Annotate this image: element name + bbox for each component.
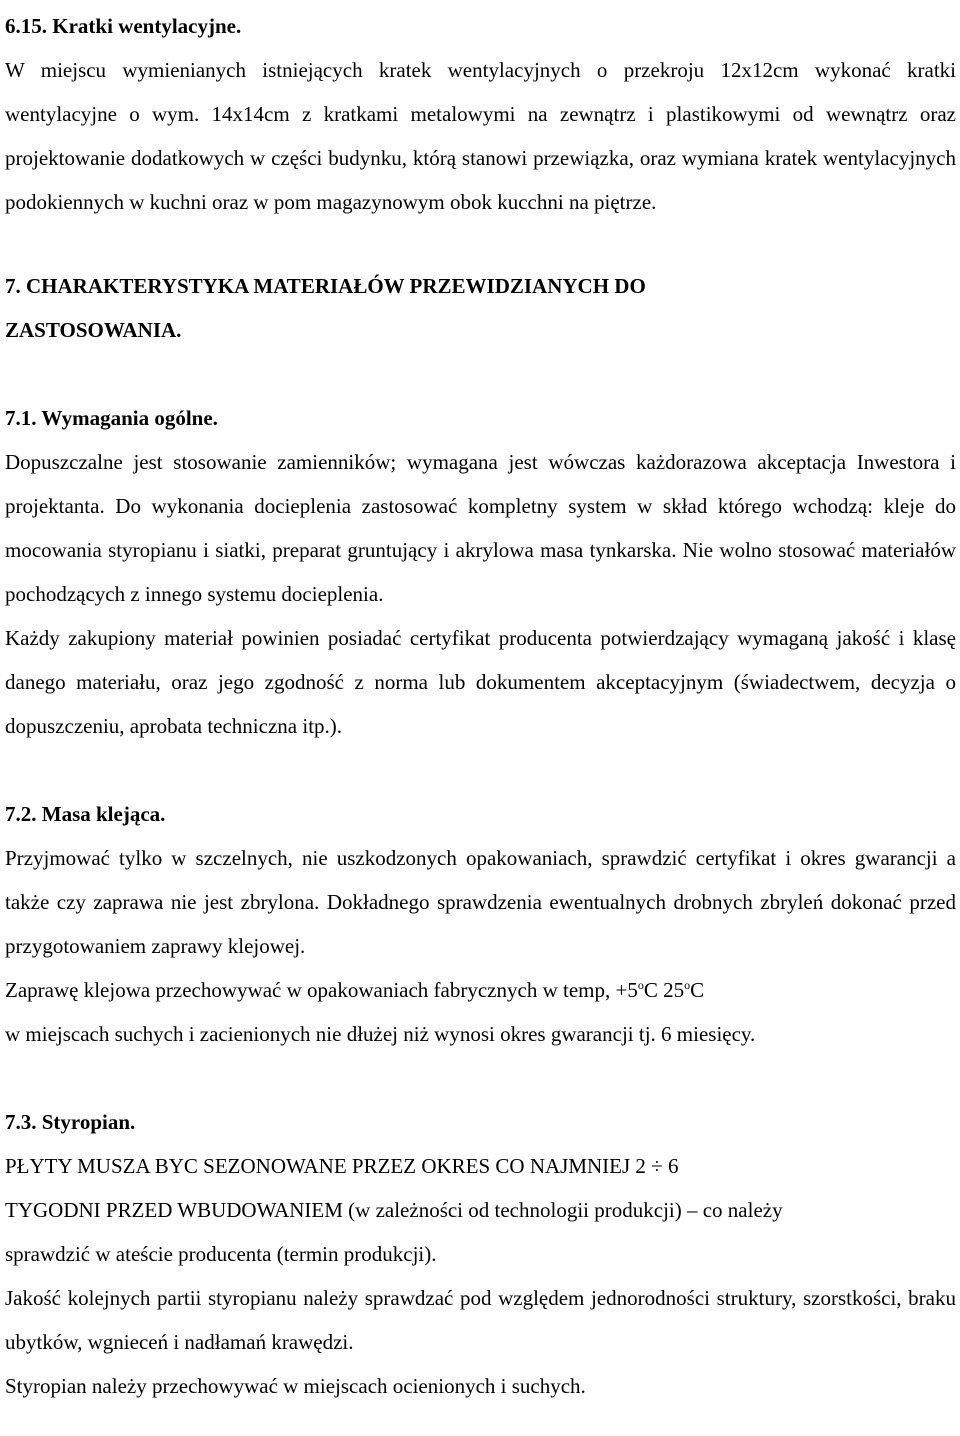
section-7-3-line-1: PŁYTY MUSZA BYC SEZONOWANE PRZEZ OKRES CO NAJMNIEJ 2 ÷ 6 (5, 1154, 679, 1178)
section-6-15-paragraph: W miejscu wymienianych istniejących kratek wentylacyjnych o przekroju 12x12cm wykonać kratki wentylacyjne o wym. 14x14cm z kratkami metalowymi na zewnątrz i plastikowymi od wewnątrz oraz projektowanie dodatkowych w części budynku, którą stanowi przewiązka, oraz wymiana kratek wentylacyjnych podokiennych w kuchni oraz w pom magazynowym obok kucchni na piętrze. (5, 58, 956, 214)
section-7-3-paragraph-3: Styropian należy przechowywać w miejscach ocienionych i suchych. (5, 1374, 586, 1398)
section-7-3-line-3: sprawdzić w ateście producenta (termin produkcji). (5, 1242, 437, 1266)
section-7-heading-line2: ZASTOSOWANIA. (5, 318, 182, 342)
section-7-2-heading: 7.2. Masa klejąca. (5, 802, 166, 826)
section-7-heading-line1: 7. CHARAKTERYSTYKA MATERIAŁÓW PRZEWIDZIANYCH DO (5, 274, 646, 298)
section-7-heading (5, 264, 956, 352)
section-7-3-paragraph-2: Jakość kolejnych partii styropianu należy sprawdzać pod względem jednorodności struktury, szorstkości, braku ubytków, wgnieceń i nadłamań krawędzi. (5, 1286, 956, 1354)
section-7-1-paragraph-1: Dopuszczalne jest stosowanie zamienników; wymagana jest wówczas każdorazowa akceptacja Inwestora i projektanta. Do wykonania docieplenia zastosować kompletny system w skład którego wchodzą: kleje do mocowania styropianu i siatki, preparat gruntujący i akrylowa masa tynkarska. Nie wolno stosować materiałów pochodzących z innego systemu docieplenia. (5, 450, 956, 606)
section-7-2-paragraph-2 (5, 968, 956, 1012)
section-7-3-heading: 7.3. Styropian. (5, 1110, 136, 1134)
section-7-2-paragraph-1: Przyjmować tylko w szczelnych, nie uszkodzonych opakowaniach, sprawdzić certyfikat i okres gwarancji a także czy zaprawa nie jest zbrylona. Dokładnego sprawdzenia ewentualnych drobnych zbryleń dokonać przed przygotowaniem zaprawy klejowej. (5, 846, 956, 958)
section-7-2-paragraph-3: w miejscach suchych i zacienionych nie dłużej niż wynosi okres gwarancji tj. 6 miesięcy. (5, 1022, 756, 1046)
section-7-1-paragraph-2: Każdy zakupiony materiał powinien posiadać certyfikat producenta potwierdzający wymaganą jakość i klasę danego materiału, oraz jego zgodność z norma lub dokumentem akceptacyjnym (świadectwem, decyzja o dopuszczeniu, aprobata techniczna itp.). (5, 626, 956, 738)
section-7-3-line-2: TYGODNI PRZED WBUDOWANIEM (w zależności od technologii produkcji) – co należy (5, 1198, 783, 1222)
spacer (5, 1056, 956, 1100)
temperature-text-2: C 25 (643, 978, 685, 1002)
section-6-15-heading: 6.15. Kratki wentylacyjne. (5, 14, 242, 38)
spacer (5, 748, 956, 792)
section-7-1-heading: 7.1. Wymagania ogólne. (5, 406, 218, 430)
degree-superscript-2: o (684, 978, 691, 992)
spacer (5, 224, 956, 264)
temperature-text-1: Zaprawę klejowa przechowywać w opakowaniach fabrycznych w temp, +5 (5, 978, 638, 1002)
degree-superscript-1: o (637, 978, 644, 992)
spacer (5, 352, 956, 396)
temperature-text-3: C (690, 978, 705, 1002)
